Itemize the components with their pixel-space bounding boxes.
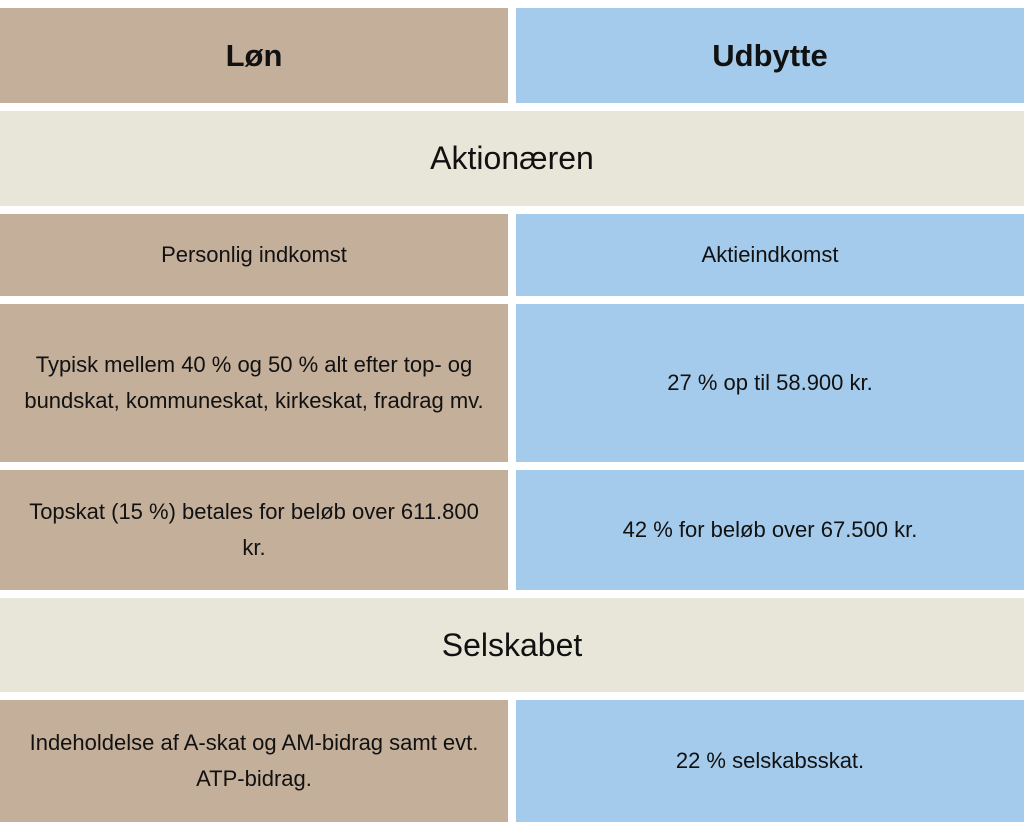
section-shareholder [0, 111, 1024, 206]
cell-text: 27 % op til 58.900 kr. [667, 370, 873, 395]
cell-text: Personlig indkomst [161, 242, 347, 267]
row-income-type-lon [0, 214, 508, 296]
cell-text: 22 % selskabsskat. [675, 748, 865, 773]
row-top-tax-udbytte [516, 470, 1024, 590]
section-shareholder-label: Aktionæren [430, 140, 594, 176]
header-lon [0, 8, 508, 103]
row-company-tax-udbytte [516, 700, 1024, 822]
section-company [0, 598, 1024, 692]
cell-text: Topskat (15 %) betales for beløb over 611.800 kr. [29, 499, 479, 560]
cell-text: Indeholdelse af A-skat og AM-bidrag samt evt. ATP-bidrag. [29, 730, 479, 791]
row-tax-rate-lon [0, 304, 508, 462]
row-top-tax-lon [0, 470, 508, 590]
cell-text: Typisk mellem 40 % og 50 % alt efter top- og bundskat, kommuneskat, kirkeskat, fradrag mv. [24, 352, 484, 413]
header-lon-label: Løn [225, 37, 283, 73]
section-company-label: Selskabet [441, 626, 583, 663]
row-tax-rate-udbytte [516, 304, 1024, 462]
header-udbytte-label: Udbytte [712, 37, 828, 73]
row-company-tax-lon [0, 700, 508, 822]
cell-text: Aktieindkomst [701, 242, 839, 267]
cell-text: 42 % for beløb over 67.500 kr. [622, 517, 918, 542]
row-income-type-udbytte [516, 214, 1024, 296]
header-udbytte [516, 8, 1024, 103]
